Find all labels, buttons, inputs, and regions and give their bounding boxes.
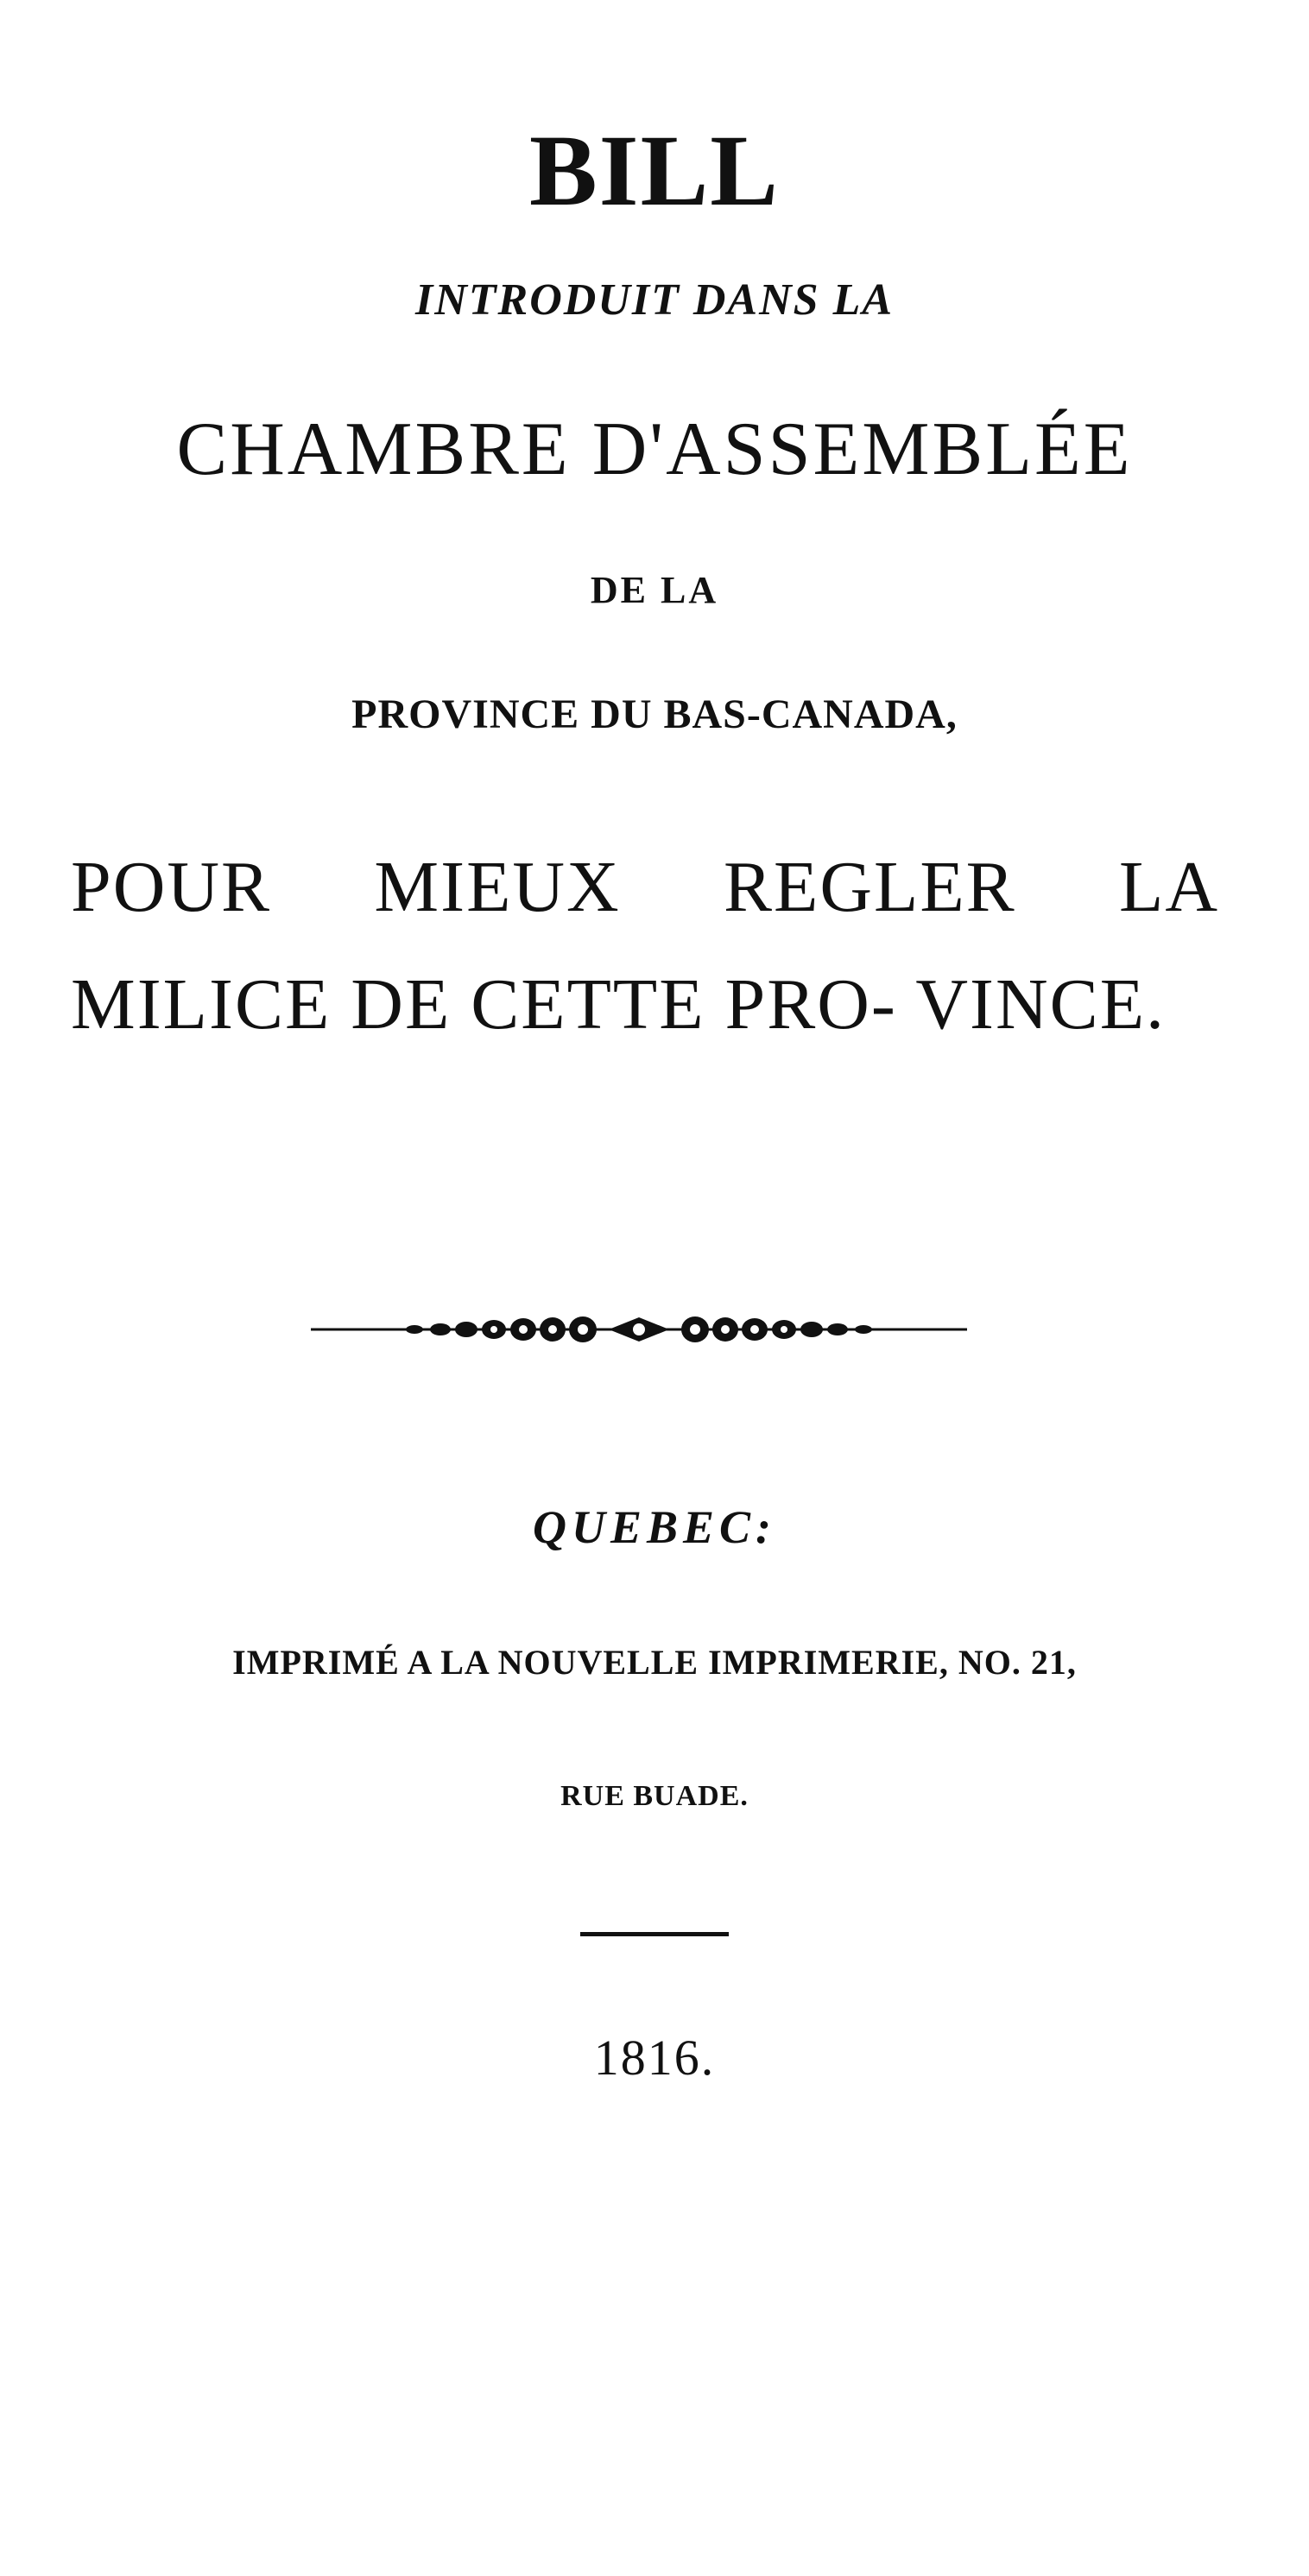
title: BILL — [528, 114, 781, 227]
printer-imprint: IMPRIMÉ A LA NOUVELLE IMPRIMERIE, NO. 21, — [232, 1643, 1077, 1682]
publication-year: 1816. — [593, 2030, 716, 2086]
city: QUEBEC: — [532, 1501, 777, 1553]
street-address: RUE BUADE. — [560, 1780, 749, 1812]
bill-purpose: POUR MIEUX REGLER LA MILICE DE CETTE PRO- VINCE. — [71, 847, 1219, 1045]
subtitle: INTRODUIT DANS LA — [414, 275, 895, 325]
province-name: PROVINCE DU BAS-CANADA, — [351, 691, 958, 737]
de-la: DE LA — [590, 569, 719, 611]
ornamental-divider — [311, 1312, 967, 1347]
horizontal-rule — [580, 1932, 729, 1936]
chamber-name: CHAMBRE D'ASSEMBLÉE — [176, 407, 1133, 491]
